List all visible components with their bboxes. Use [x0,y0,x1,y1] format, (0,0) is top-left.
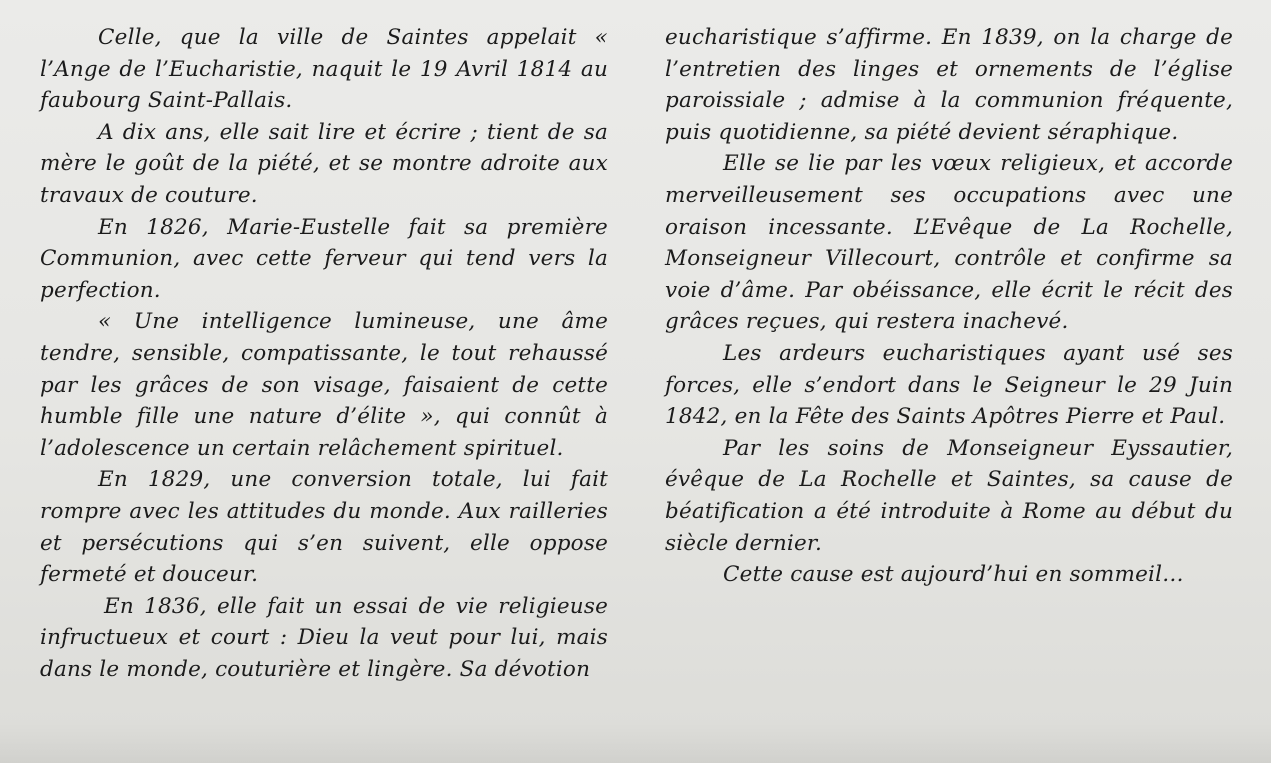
paragraph-first-communion: En 1826, Marie-Eustelle fait sa première Communion, avec cette ferveur qui tend vers la perfection. [40,214,608,303]
paragraph-cause-status: Cette cause est aujourd’hui en sommeil… [723,562,1184,588]
paragraph-birth: Celle, que la ville de Saintes appelait « l’Ange de l’Eucharistie, naquit le 19 Avril 1814 au faubourg Saint-Pallais. [40,25,608,114]
paragraph-religious-trial: En 1836, elle fait un essai de vie religieuse infructueux et court : Dieu la veut pour lui, mais dans le monde, couturière et lingère. Sa dévotion [40,593,608,682]
paragraph-childhood: A dix ans, elle sait lire et écrire ; tient de sa mère le goût de la piété, et se montre adroite aux travaux de couture. [40,119,608,208]
paragraph-beatification: Par les soins de Monseigneur Eyssautier, évêque de La Rochelle et Saintes, sa cause de béatification a été introduite à Rome au début du siècle dernier. [665,435,1233,556]
paragraph-death: Les ardeurs eucharistiques ayant usé ses forces, elle s’endort dans le Seigneur le 29 Juin 1842, en la Fête des Saints Apôtres Pierre et Paul. [665,340,1233,430]
left-text-column [40,22,608,685]
paragraph-quote: « Une intelligence lumineuse, une âme tendre, sensible, compatissante, le tout rehaussé par les grâces de son visage, faisaient de cette humble fille une nature d’élite », qui connût à l’adolescence un certain relâchement spirituel. [40,309,608,461]
paragraph-religious-vows: Elle se lie par les vœux religieux, et accorde merveilleusement ses occupations avec une oraison incessante. L’Evêque de La Rochelle, Monseigneur Villecourt, contrôle et confirme sa voie d’âme. Par obéissance, elle écrit le récit des grâces reçues, qui restera inachevé. [665,151,1233,335]
paper-shadow [0,723,1271,763]
paragraph-eucharistic-devotion: eucharistique s’affirme. En 1839, on la charge de l’entretien des linges et ornements de l’église paroissiale ; admise à la communion fréquente, puis quotidienne, sa piété devient séraphique. [665,25,1233,145]
right-text-column [665,22,1233,591]
paragraph-conversion: En 1829, une conversion totale, lui fait rompre avec les attitudes du monde. Aux railleries et persécutions qui s’en suivent, elle oppose fermeté et douceur. [40,467,608,588]
